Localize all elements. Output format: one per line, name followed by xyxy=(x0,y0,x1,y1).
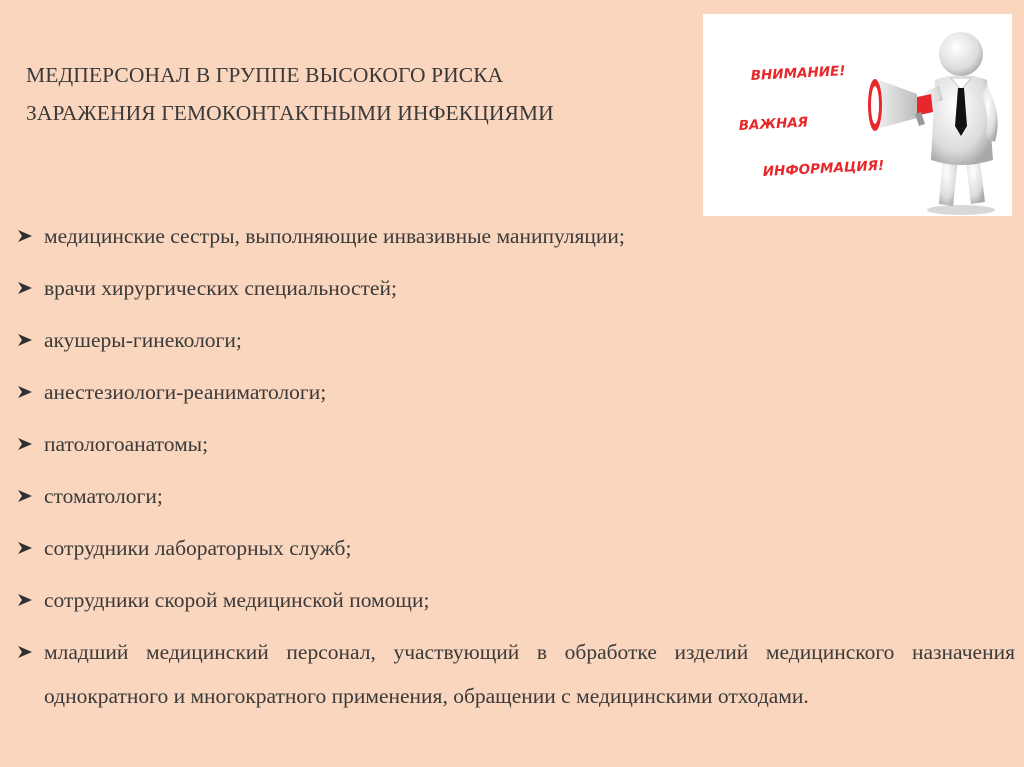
chevron-arrow-bullet-icon xyxy=(17,574,37,626)
list-item-text: врачи хирургических специальностей; xyxy=(44,276,397,300)
chevron-arrow-bullet-icon xyxy=(17,262,37,314)
risk-group-list xyxy=(17,210,1015,718)
chevron-arrow-bullet-icon xyxy=(17,418,37,470)
list-item xyxy=(17,210,1015,262)
list-item xyxy=(17,418,1015,470)
list-item-text: патологоанатомы; xyxy=(44,432,209,456)
list-item xyxy=(17,470,1015,522)
megaphone-announcer-figure-icon xyxy=(703,14,1012,216)
image-text-line-2: ВАЖНАЯ xyxy=(738,114,809,134)
image-text-line-1: ВНИМАНИЕ! xyxy=(750,63,846,84)
attention-illustration xyxy=(703,14,1012,216)
list-item xyxy=(17,262,1015,314)
title-line-2: ЗАРАЖЕНИЯ ГЕМОКОНТАКТНЫМИ ИНФЕКЦИЯМИ xyxy=(26,101,554,125)
list-item-text: анестезиологи-реаниматологи; xyxy=(44,380,327,404)
chevron-arrow-bullet-icon xyxy=(17,522,37,574)
list-item xyxy=(17,366,1015,418)
list-item-text: младший медицинский персонал, участвующий в обработке изделий медицинского назначения однократного и многократного применения, обращении с медицинскими отходами. xyxy=(44,640,1015,708)
list-item-text: акушеры-гинекологи; xyxy=(44,328,242,352)
chevron-arrow-bullet-icon xyxy=(17,630,37,674)
slide-title xyxy=(26,56,676,132)
list-item-text: медицинские сестры, выполняющие инвазивные манипуляции; xyxy=(44,224,625,248)
list-item-text: сотрудники лабораторных служб; xyxy=(44,536,352,560)
chevron-arrow-bullet-icon xyxy=(17,314,37,366)
list-item xyxy=(17,522,1015,574)
list-item xyxy=(17,314,1015,366)
list-item-text: сотрудники скорой медицинской помощи; xyxy=(44,588,430,612)
image-text-line-3: ИНФОРМАЦИЯ! xyxy=(762,157,885,180)
list-item xyxy=(17,630,1015,718)
chevron-arrow-bullet-icon xyxy=(17,210,37,262)
list-item-text: стоматологи; xyxy=(44,484,163,508)
chevron-arrow-bullet-icon xyxy=(17,366,37,418)
title-line-1: МЕДПЕРСОНАЛ В ГРУППЕ ВЫСОКОГО РИСКА xyxy=(26,63,504,87)
chevron-arrow-bullet-icon xyxy=(17,470,37,522)
list-item xyxy=(17,574,1015,626)
